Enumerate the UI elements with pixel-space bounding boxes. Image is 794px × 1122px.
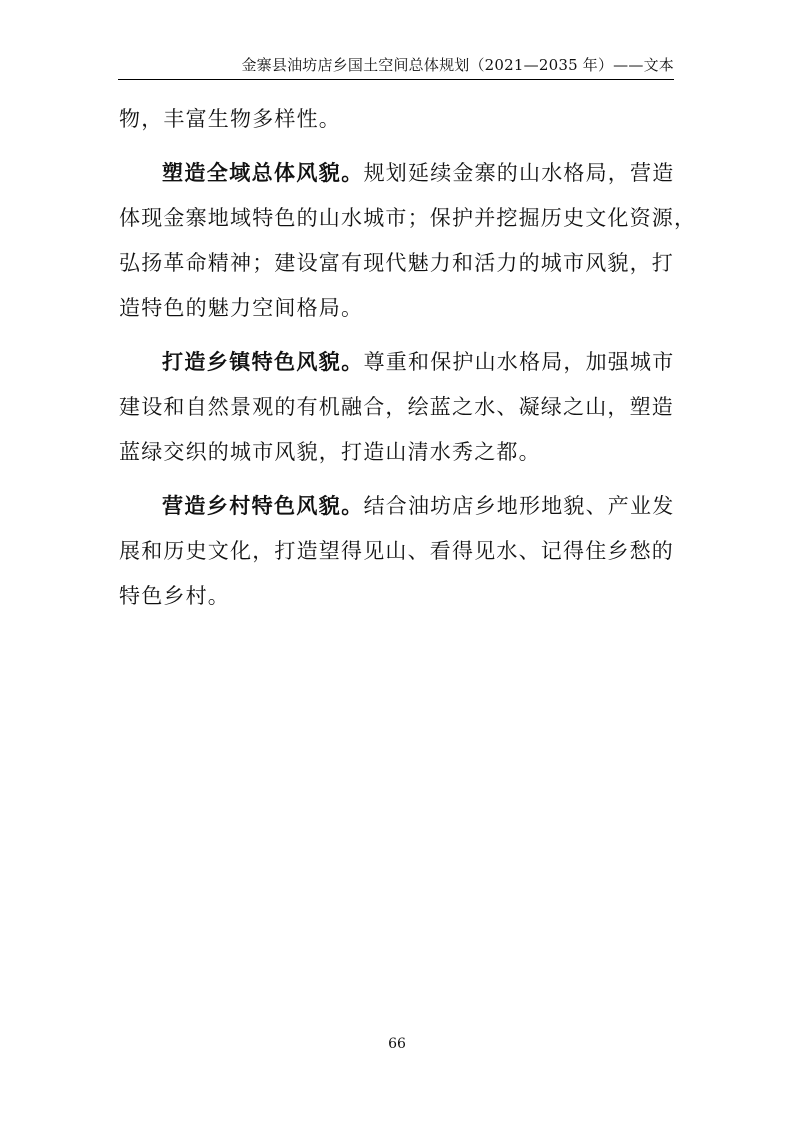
paragraph-heading: 营造乡村特色风貌。: [162, 494, 364, 518]
body-line: 蓝绿交织的城市风貌，打造山清水秀之都。: [119, 440, 541, 464]
body-line: [119, 488, 675, 533]
body-text: 规划延续金寨的山水格局，营造: [363, 161, 675, 185]
body-line: 建设和自然景观的有机融合，绘蓝之水、凝绿之山，塑造: [119, 395, 674, 419]
page-number: 66: [388, 1036, 406, 1052]
body-line: 弘扬革命精神；建设富有现代魅力和活力的城市风貌，打: [119, 251, 674, 275]
body-line: 物，丰富生物多样性。: [119, 107, 341, 131]
body-line: [119, 155, 675, 200]
body-line: 造特色的魅力空间格局。: [119, 296, 364, 320]
body-line: [119, 344, 675, 389]
paragraph-heading: 打造乡镇特色风貌。: [162, 350, 364, 374]
body-line: 体现金寨地域特色的山水城市；保护并挖掘历史文化资源，: [119, 206, 697, 230]
body-text: 结合油坊店乡地形地貌、产业发: [363, 494, 675, 518]
document-body: [119, 101, 697, 623]
paragraph-heading: 塑造全域总体风貌。: [162, 161, 364, 185]
page-header: [118, 48, 674, 80]
body-line: 特色乡村。: [119, 584, 230, 608]
body-text: 尊重和保护山水格局，加强城市: [363, 350, 675, 374]
body-line: 展和历史文化，打造望得见山、看得见水、记得住乡愁的: [119, 539, 674, 563]
header-title: 金寨县油坊店乡国土空间总体规划（2021—2035 年）——文本: [241, 56, 674, 74]
